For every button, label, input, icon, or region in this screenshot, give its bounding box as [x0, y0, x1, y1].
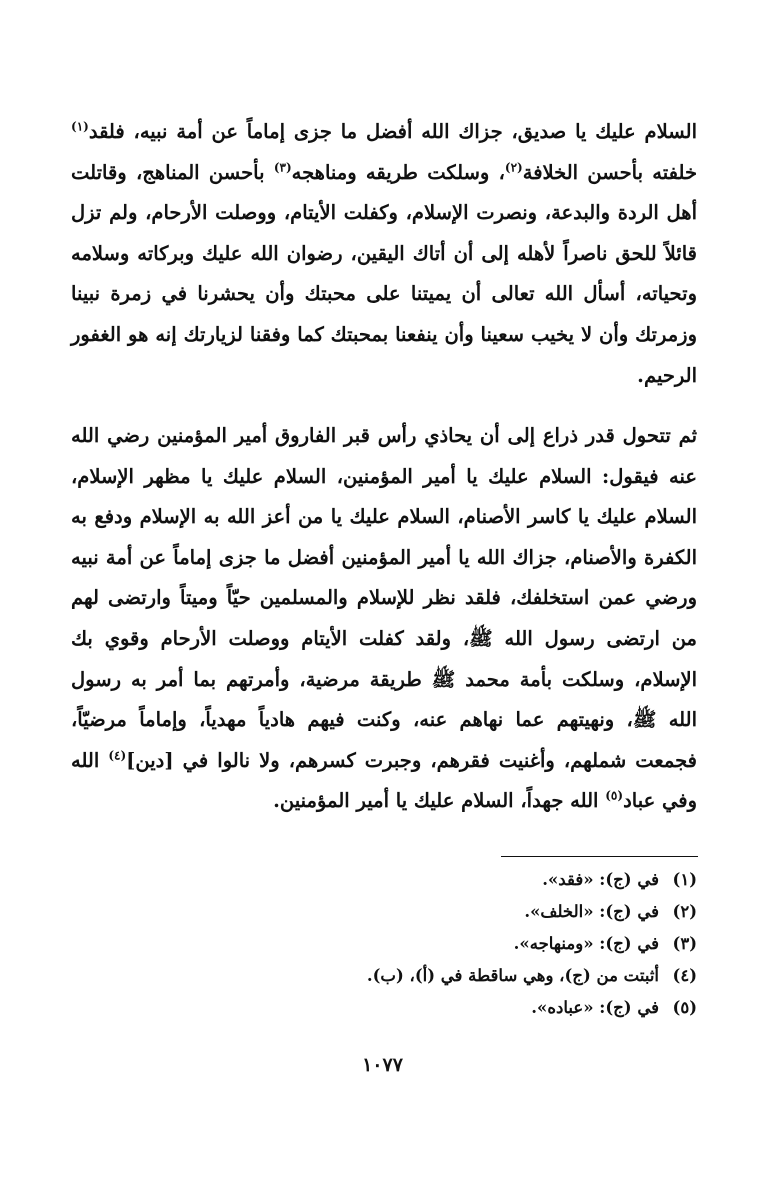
footnote-ref-3: (٣) [273, 160, 292, 175]
footnote-text: أثبتت من (ج)، وهي ساقطة في (أ)، (ب). [366, 966, 659, 985]
footnote-number: (٣) [672, 934, 697, 953]
paragraph-text: السلام عليك يا صديق، جزاك الله أفضل ما جزى إماماً عن أمة نبيه، فلقد [88, 120, 697, 143]
page-number: ١٠٧٧ [362, 1054, 403, 1076]
paragraph-text: خلفته بأحسن الخلافة [522, 160, 698, 184]
paragraph-text: ثم تتحول قدر ذراع إلى أن يحاذي رأس قبر الفاروق أمير المؤمنين رضي الله عنه فيقول: السلام عليك يا أمير المؤمنين، السلام عليك يا مظهر الإسلام، السلام عليك يا كاسر الأصنام، السلام عليك يا من أعز الله به الإسلام ودفع به الكفرة والأصنام، جزاك الله يا أمير المؤمنين أفضل ما جزى إماماً عن أمة نبيه ورضي عمن استخلفك، فلقد نظر للإسلام والمسلمين حيّاً وميتاً وارتضى لهم من ارتضى رسول الله ﷺ، ولقد كفلت الأيتام ووصلت الأرحام وقوي بك الإسلام، وسلكت بأمة محمد ﷺ طريقة مرضية، وأمرتهم بما أمر به رسول الله ﷺ، ونهيتهم عما نهاهم عنه، وكنت فيهم هادياً مهدياً، وإماماً مرضيّاً، فجمعت شملهم، وأغنيت فقرهم، وجبرت كسرهم، ولا نالوا في [دين] [71, 424, 698, 772]
footnote-item [71, 992, 697, 1024]
footnotes-list [71, 864, 697, 1024]
footnote-ref-4: (٤) [108, 748, 127, 763]
footnote-ref-2: (٢) [504, 160, 523, 175]
footnote-separator [501, 856, 698, 857]
footnote-text: في (ج): «الخلف». [524, 902, 659, 921]
paragraph-text: الله جهداً، السلام عليك يا أمير المؤمنين. [273, 789, 606, 813]
footnote-item [71, 864, 697, 896]
footnote-number: (٢) [672, 902, 697, 921]
footnote-number: (٥) [672, 998, 697, 1017]
footnote-ref-1: (١) [71, 119, 89, 134]
footnote-item [71, 928, 697, 960]
paragraph-abu-bakr-greeting [71, 112, 697, 396]
footnote-number: (١) [672, 870, 697, 889]
paragraph-text: بأحسن المناهج، وقاتلت أهل الردة والبدعة، ونصرت الإسلام، وكفلت الأيتام، ووصلت الأرحام، ولم تزل قائلاً للحق ناصراً لأهله إلى أن أتاك اليقين، رضوان الله عليك وبركاته وسلامه وتحياته، أسأل الله تعالى أن يميتنا على محبتك وأن يحشرنا في زمرة نبينا وزمرتك وأن لا يخيب سعينا وأن ينفعنا بمحبتك كما وفقنا لزيارتك إنه هو الغفور الرحيم. [71, 160, 697, 387]
footnote-item [71, 896, 697, 928]
footnote-item [71, 960, 697, 992]
footnote-ref-5: (٥) [605, 788, 624, 803]
footnote-text: في (ج): «عباده». [531, 998, 659, 1017]
footnote-number: (٤) [672, 966, 697, 985]
footnote-text: في (ج): «ومنهاجه». [513, 934, 659, 953]
footnote-text: في (ج): «فقد». [542, 870, 659, 889]
paragraph-umar-greeting [71, 416, 697, 822]
paragraph-text: ، وسلكت طريقه ومناهجه [291, 160, 505, 184]
paragraph-text: الله وفي عباد [71, 748, 697, 813]
